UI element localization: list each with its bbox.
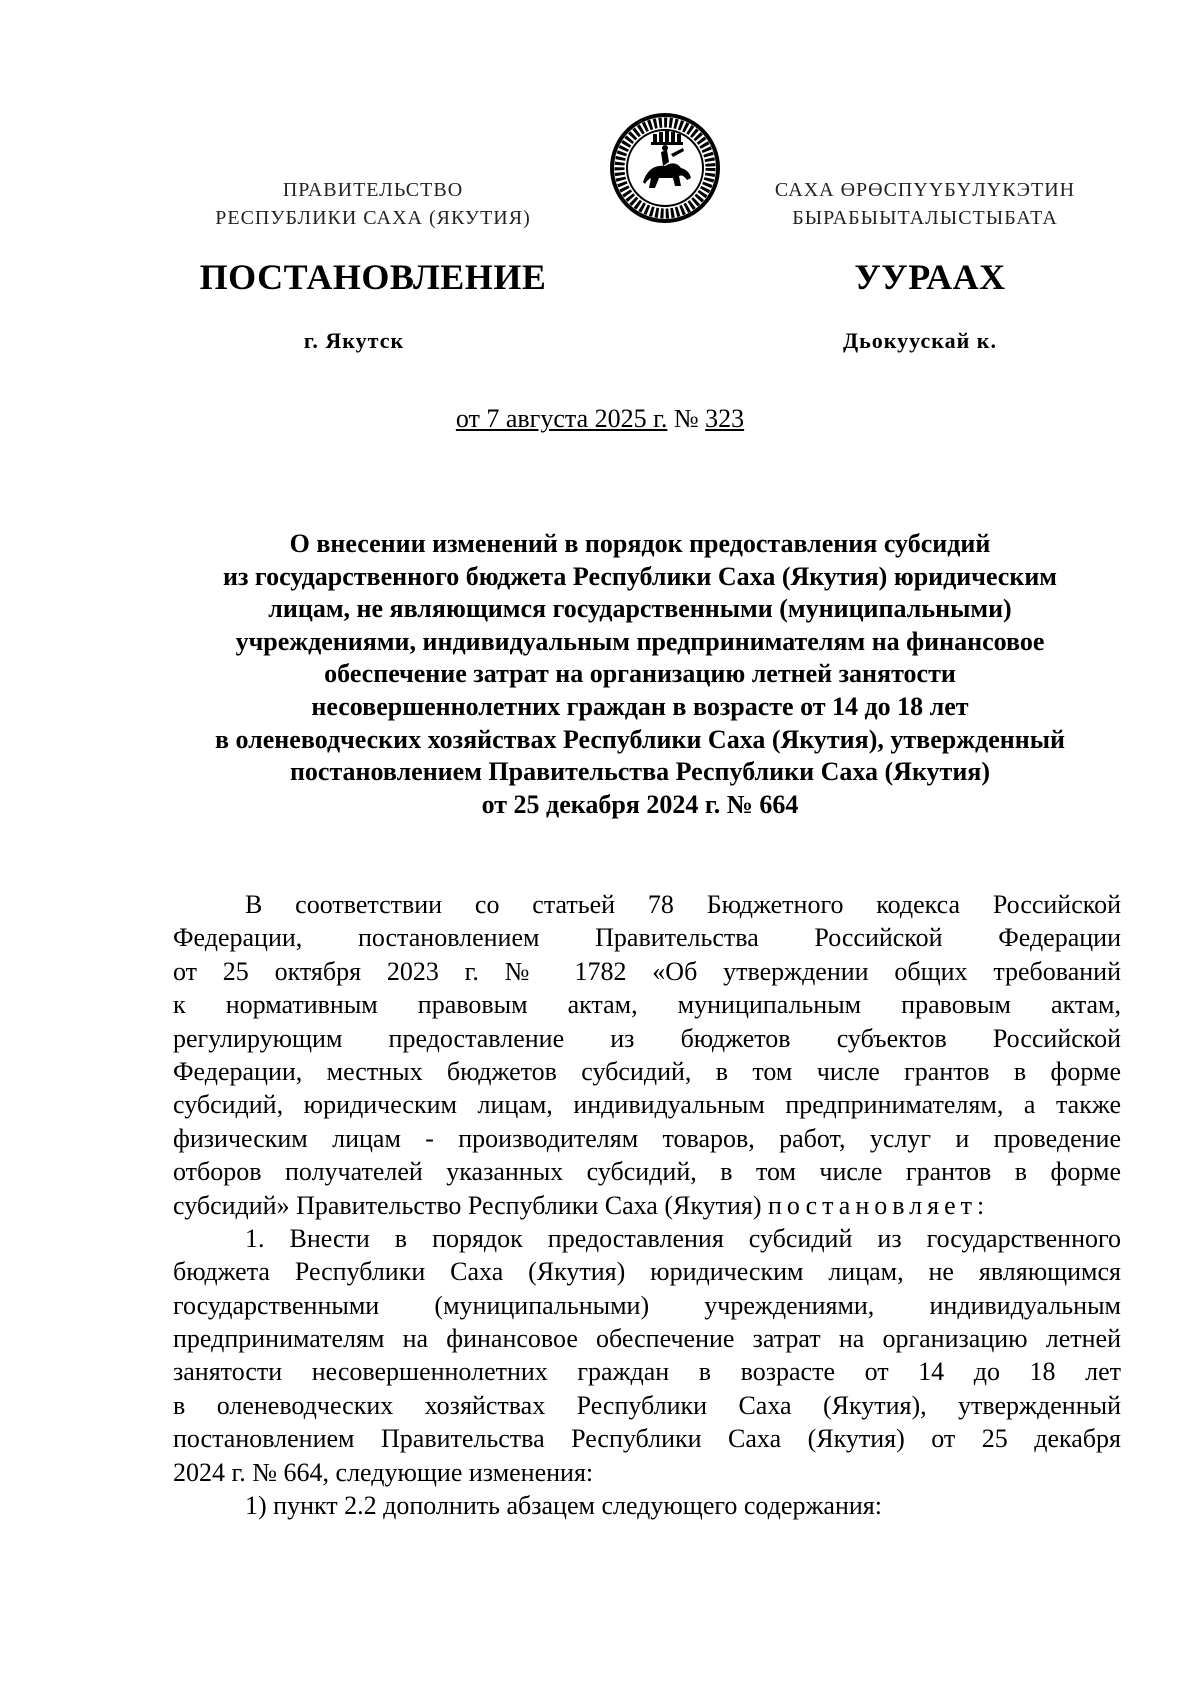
paragraph-preamble xyxy=(173,888,1121,1222)
title-line: от 25 декабря 2024 г. № 664 xyxy=(481,789,799,819)
title-line: учреждениями, индивидуальным предпринимателям на финансовое xyxy=(235,626,1045,656)
body-line: 2024 г. № 664, следующие изменения: xyxy=(173,1457,594,1487)
body-line: отборов получателей указанных субсидий, в том числе грантов в форме xyxy=(173,1157,1121,1187)
document-number: 323 xyxy=(705,404,745,433)
body-line: занятости несовершеннолетних граждан в возрасте от 14 до 18 лет xyxy=(173,1357,1121,1387)
document-date-number xyxy=(300,404,900,434)
city-sakha: Дьокуускай к. xyxy=(843,328,997,353)
org-name-russian-line2: РЕСПУБЛИКИ САХА (ЯКУТИЯ) xyxy=(215,207,531,229)
document-date: от 7 августа 2025 г. xyxy=(455,404,668,433)
paragraph-item-1 xyxy=(173,1222,1121,1489)
body-line: физическим лицам - производителям товаров, работ, услуг и проведение xyxy=(173,1123,1121,1153)
document-title xyxy=(160,528,1120,821)
document-body xyxy=(173,888,1121,1522)
body-line: В соответствии со статьей 78 Бюджетного кодекса Российской xyxy=(245,890,1121,919)
city-russian: г. Якутск xyxy=(303,328,405,353)
title-line: из государственного бюджета Республики Саха (Якутия) юридическим xyxy=(222,561,1058,591)
title-line: О внесении изменений в порядок предоставления субсидий xyxy=(289,529,991,558)
title-line: постановлением Правительства Республики Саха (Якутия) xyxy=(289,757,991,787)
body-line: предпринимателям на финансовое обеспечение затрат на организацию летней xyxy=(173,1324,1121,1354)
org-name-russian-line1: ПРАВИТЕЛЬСТВО xyxy=(282,179,464,201)
org-name-sakha xyxy=(740,176,1110,232)
body-line: Федерации, постановлением Правительства Российской Федерации xyxy=(173,923,1121,953)
body-line: субсидий, юридическим лицам, индивидуальным предпринимателям, а также xyxy=(173,1090,1121,1120)
body-line: бюджета Республики Саха (Якутия) юридическим лицам, не являющимся xyxy=(173,1257,1121,1287)
title-line: обеспечение затрат на организацию летней занятости xyxy=(324,659,956,689)
number-sign: № xyxy=(673,404,699,433)
coat-of-arms-emblem xyxy=(609,112,721,224)
body-line: 1. Внести в порядок предоставления субсидий из государственного xyxy=(245,1223,1121,1253)
body-line xyxy=(173,1189,1121,1222)
body-line-text: субсидий» Правительство Республики Саха (Якутия) xyxy=(173,1190,762,1220)
body-line: от 25 октября 2023 г. № 1782 «Об утверждении общих требований xyxy=(173,956,1121,986)
doc-type-russian: ПОСТАНОВЛЕНИЕ xyxy=(199,257,547,297)
body-line: Федерации, местных бюджетов субсидий, в том числе грантов в форме xyxy=(173,1056,1121,1086)
doc-type-sakha: УУРААХ xyxy=(854,257,1006,297)
paragraph-subitem-1 xyxy=(173,1489,1121,1522)
title-line: в оленеводческих хозяйствах Республики Саха (Якутия), утвержденный xyxy=(214,724,1065,754)
body-line: постановлением Правительства Республики Саха (Якутия) от 25 декабря xyxy=(173,1424,1121,1454)
resolves-keyword: постановляет: xyxy=(768,1190,990,1220)
body-line: регулирующим предоставление из бюджетов субъектов Российской xyxy=(173,1023,1121,1053)
title-line: лицам, не являющимся государственными (муниципальными) xyxy=(268,594,1012,624)
org-name-sakha-line2: БЫРАБЫЫТАЛЫСТЫБАТА xyxy=(792,207,1058,229)
body-line: к нормативным правовым актам, муниципальным правовым актам, xyxy=(173,990,1121,1020)
title-line: несовершеннолетних граждан в возрасте от 14 до 18 лет xyxy=(311,691,969,721)
body-line: в оленеводческих хозяйствах Республики Саха (Якутия), утвержденный xyxy=(173,1390,1121,1420)
body-line: государственными (муниципальными) учреждениями, индивидуальным xyxy=(173,1290,1121,1320)
org-name-sakha-line1: САХА ӨРӨСПҮҮБҮЛҮКЭТИН xyxy=(774,179,1076,201)
org-name-russian xyxy=(178,176,568,232)
body-line: 1) пункт 2.2 дополнить абзацем следующего содержания: xyxy=(245,1491,882,1521)
